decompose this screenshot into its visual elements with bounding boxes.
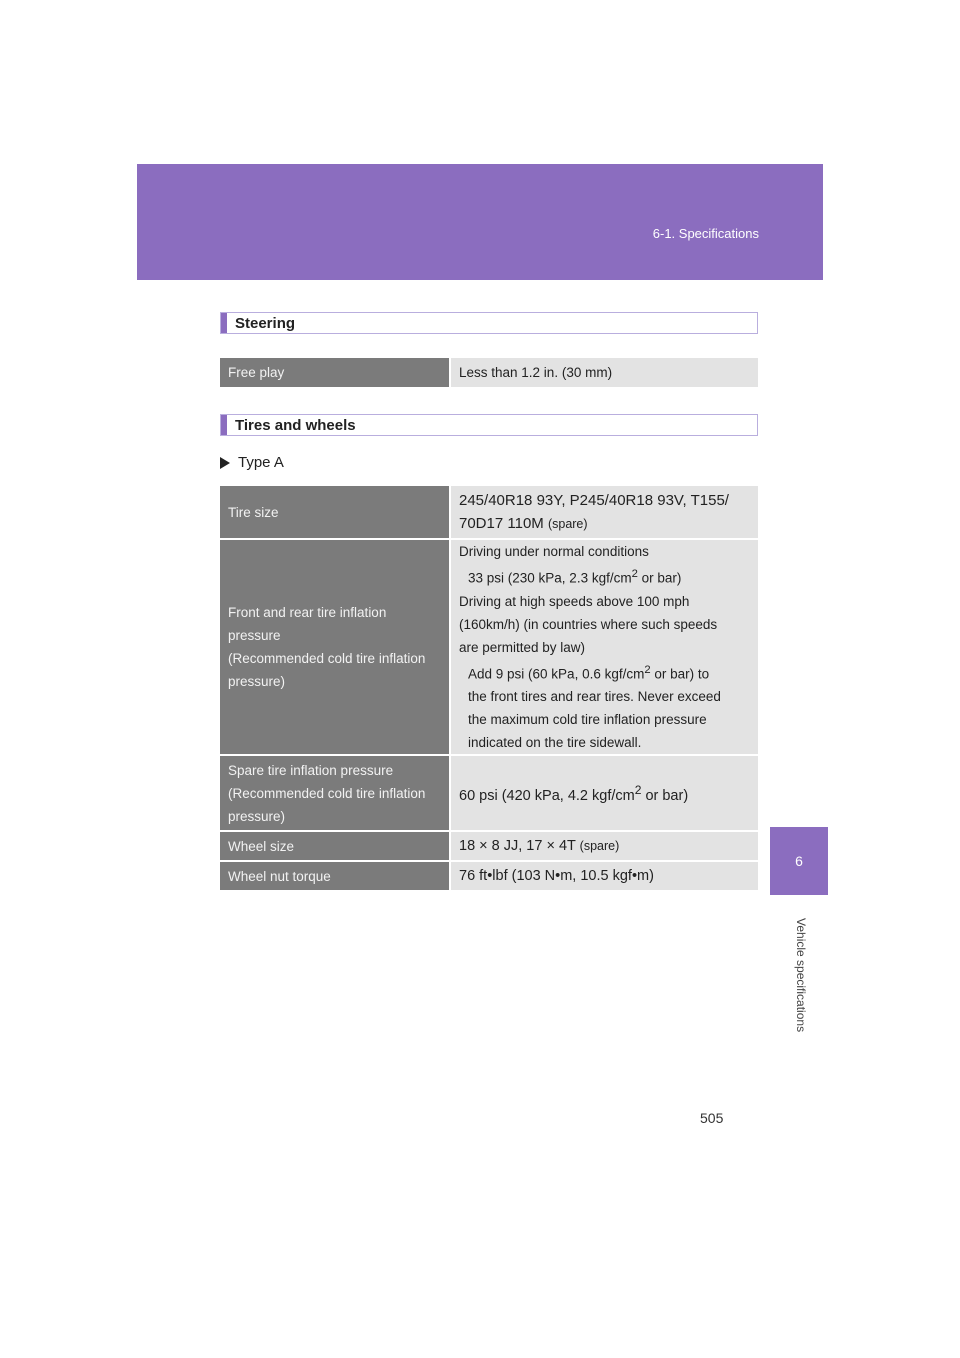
- tire-size-line2: 70D17 110M: [459, 514, 544, 532]
- free-play-label: Free play: [220, 358, 450, 388]
- spare-label-line: pressure): [228, 808, 286, 824]
- table-row: [220, 831, 758, 861]
- superscript: 2: [631, 568, 638, 580]
- tire-size-value: [450, 486, 758, 539]
- table-row: [220, 755, 758, 831]
- inflation-label-line: pressure): [228, 674, 286, 689]
- inflation-line: [459, 659, 750, 686]
- heading-accent-bar: [221, 313, 227, 333]
- inflation-label-line: Front and rear tire inflation: [228, 605, 387, 620]
- wheel-nut-label: Wheel nut torque: [220, 861, 450, 891]
- inflation-line: indicated on the tire sidewall.: [468, 735, 642, 750]
- table-row: [220, 358, 758, 388]
- inflation-line: (160km/h) (in countries where such speeds: [459, 616, 718, 632]
- spare-label: [220, 755, 450, 831]
- type-a-label: [220, 454, 284, 471]
- inflation-line: [459, 563, 750, 590]
- spare-label-line: (Recommended cold tire inflation: [228, 785, 426, 801]
- inflation-label: [220, 539, 450, 755]
- steering-heading-text: Steering: [235, 314, 296, 332]
- spare-value: [450, 755, 758, 831]
- tires-heading-text: Tires and wheels: [235, 416, 356, 434]
- tire-size-label: Tire size: [220, 486, 450, 539]
- inflation-line: the maximum cold tire inflation pressure: [468, 712, 707, 727]
- table-row: [220, 486, 758, 539]
- inflation-value: [450, 539, 758, 755]
- chapter-tab: [770, 827, 828, 895]
- triangle-bullet-icon: [220, 457, 230, 469]
- section-title: 6-1. Specifications: [652, 226, 759, 241]
- superscript: 2: [634, 782, 642, 797]
- tires-table: [220, 486, 758, 892]
- inflation-line: Driving at high speeds above 100 mph: [459, 593, 690, 609]
- wheel-size-note: (spare): [579, 838, 620, 853]
- chapter-number: 6: [795, 853, 803, 869]
- wheel-size-text: 18 × 8 JJ, 17 × 4T: [459, 837, 576, 854]
- tire-size-note: (spare): [547, 516, 588, 531]
- superscript: 2: [644, 663, 651, 676]
- chapter-label: Vehicle specifications: [794, 917, 808, 1033]
- free-play-value: Less than 1.2 in. (30 mm): [450, 358, 758, 388]
- inflation-label-line: pressure: [228, 628, 281, 643]
- inflation-line: are permitted by law): [459, 639, 586, 655]
- spare-label-line: Spare tire inflation pressure: [228, 762, 394, 778]
- spare-text: or bar): [641, 787, 689, 804]
- inflation-label-line: (Recommended cold tire inflation: [228, 651, 426, 666]
- wheel-size-label: Wheel size: [220, 831, 450, 861]
- inflation-text: Add 9 psi (60 kPa, 0.6 kgf/cm: [468, 666, 645, 681]
- steering-table: [220, 358, 758, 389]
- tire-size-line2-wrap: [459, 512, 750, 536]
- table-row: [220, 861, 758, 891]
- spare-text: 60 psi (420 kPa, 4.2 kgf/cm: [459, 787, 635, 804]
- steering-heading: [220, 312, 758, 334]
- tire-size-line1: 245/40R18 93Y, P245/40R18 93V, T155/: [459, 491, 729, 509]
- type-a-text: Type A: [238, 454, 284, 471]
- table-row: [220, 539, 758, 755]
- inflation-text: or bar): [637, 570, 682, 586]
- inflation-text: 33 psi (230 kPa, 2.3 kgf/cm: [468, 570, 632, 586]
- wheel-nut-value: 76 ft•lbf (103 N•m, 10.5 kgf•m): [450, 861, 758, 891]
- page-number: 505: [700, 1110, 724, 1126]
- inflation-line: the front tires and rear tires. Never exceed: [468, 689, 721, 704]
- tires-heading: [220, 414, 758, 436]
- inflation-line: Driving under normal conditions: [459, 544, 649, 559]
- inflation-text: or bar) to: [650, 666, 710, 681]
- wheel-size-value: [450, 831, 758, 861]
- header-band: [137, 164, 823, 280]
- heading-accent-bar: [221, 415, 227, 435]
